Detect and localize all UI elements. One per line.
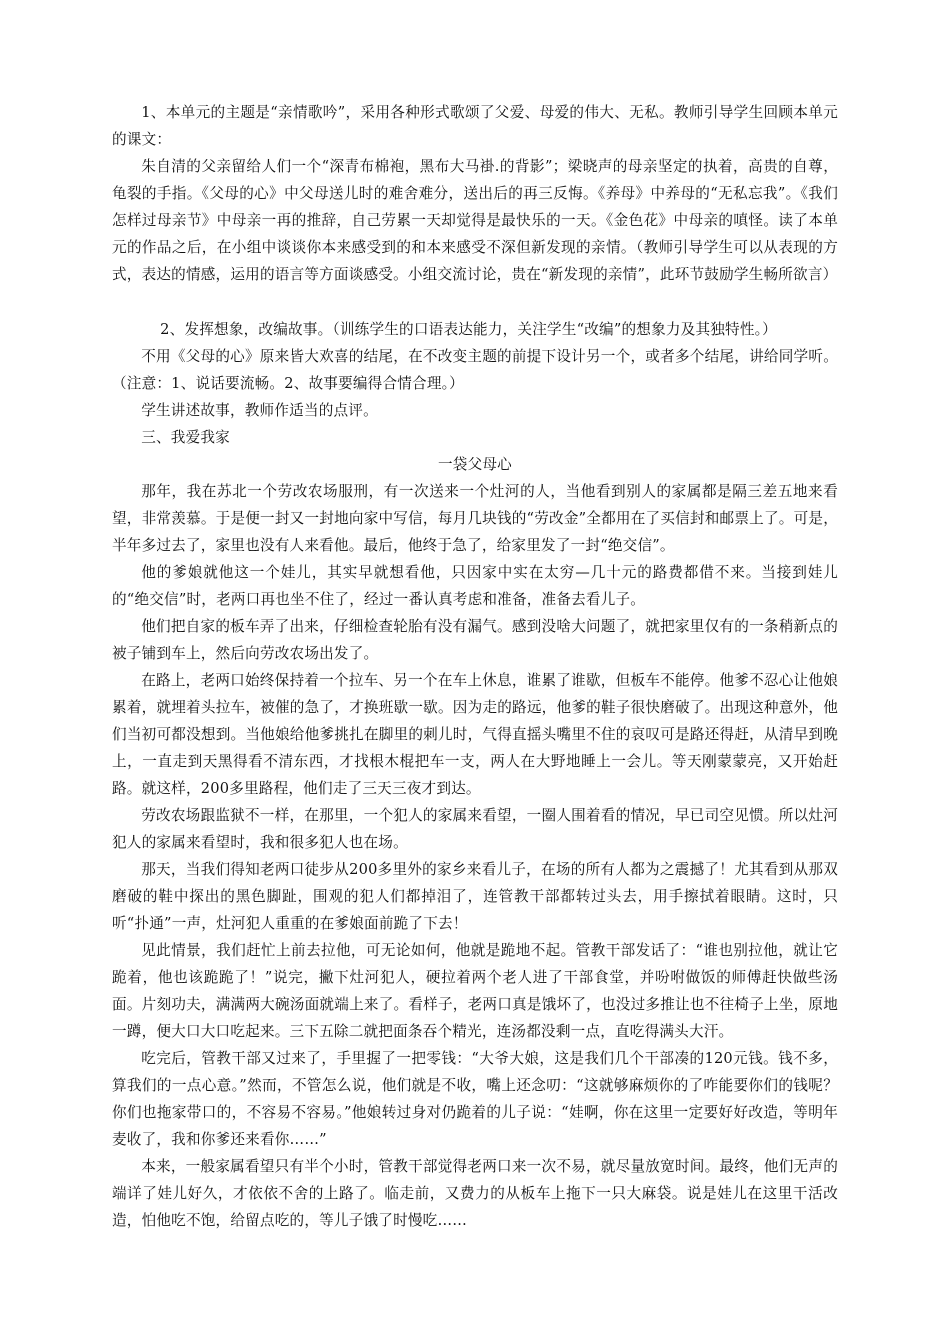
story-paragraph-1: 那年，我在苏北一个劳改农场服刑，有一次送来一个灶河的人，当他看到别人的家属都是隔三差五地来看望，非常羡慕。于是便一封又一封地向家中写信，每月几块钱的“劳改金”全都用在了买信封和邮票上了。可是，半年多过去了，家里也没有人来看他。最后，他终于急了，给家里发了一封“绝交信”。 (112, 483, 838, 554)
paragraph-student-story: 学生讲述故事，教师作适当的点评。 (141, 402, 378, 419)
paragraph-gap (112, 288, 838, 316)
paragraph-lesson-review: 朱自清的父亲留给人们一个“深青布棉袍，黑布大马褂.的背影”；梁晓声的母亲坚定的执着，高贵的自尊，龟裂的手指。《父母的心》中父母送儿时的难舍难分，送出后的再三反悔。《养母》中养母的“无私忘我”。《我们怎样过母亲节》中母亲一再的推辞，自己劳累一天却觉得是最快乐的一天。《金色花》中母亲的嗔怪。读了本单元的作品之后，在小组中谈谈你本来感受到的和本来感受不深但新发现的亲情。（教师引导学生可以从表现的方式，表达的情感，运用的语言等方面谈感受。小组交流讨论，贵在“新发现的亲情”，此环节鼓励学生畅所欲言） (112, 158, 838, 283)
story-paragraph-5: 劳改农场跟监狱不一样，在那里，一个犯人的家属来看望，一圈人围着看的情况，早已司空见惯。所以灶河犯人的家属来看望时，我和很多犯人也在场。 (112, 807, 838, 851)
story-paragraph-8: 吃完后，管教干部又过来了，手里握了一把零钱：“大爷大娘，这是我们几个干部凑的120元钱。钱不多，算我们的一点心意。”然而，不管怎么说，他们就是不收，嘴上还念叨：“这就够麻烦你的了咋能要你们的钱呢？你们也拖家带口的，不容易不容易。”他娘转过身对仍跪着的儿子说：“娃啊，你在这里一定要好好改造，等明年麦收了，我和你爹还来看你……” (112, 1050, 838, 1148)
paragraph-rewrite-story: 2、发挥想象，改编故事。（训练学生的口语表达能力，关注学生“改编”的想象力及其独特性。） (160, 321, 777, 338)
story-paragraph-2: 他的爹娘就他这一个娃儿，其实早就想看他，只因家中实在太穷—几十元的路费都借不来。当接到娃儿的“绝交信”时，老两口再也坐不住了，经过一番认真考虑和准备，准备去看儿子。 (112, 564, 838, 608)
story-paragraph-9: 本来，一般家属看望只有半个小时，管教干部觉得老两口来一次不易，就尽量放宽时间。最终，他们无声的端详了娃儿好久，才依依不舍的上路了。临走前，又费力的从板车上拖下一只大麻袋。说是娃儿在这里干活改造，怕他吃不饱，给留点吃的，等儿子饿了时慢吃…… (112, 1158, 838, 1229)
paragraph-unit-theme: 1、本单元的主题是“亲情歌吟”，采用各种形式歌颂了父爱、母爱的伟大、无私。教师引导学生回顾本单元的课文： (112, 104, 838, 148)
section-heading-i-love-my-home: 三、我爱我家 (141, 429, 230, 446)
paragraph-rewrite-task: 不用《父母的心》原来皆大欢喜的结尾，在不改变主题的前提下设计另一个，或者多个结尾，讲给同学听。（注意：1、说话要流畅。2、故事要编得合情合理。） (112, 348, 838, 392)
story-paragraph-7: 见此情景，我们赶忙上前去拉他，可无论如何，他就是跪地不起。管教干部发话了：“谁也别拉他，就让它跪着，他也该跪跪了！”说完，撇下灶河犯人，硬拉着两个老人进了干部食堂，并吩咐做饭的师傅赶快做些汤面。片刻功夫，满满两大碗汤面就端上来了。看样子，老两口真是饿坏了，也没过多推让也不往椅子上坐，原地一蹲，便大口大口吃起来。三下五除二就把面条吞个精光，连汤都没剩一点，直吃得满头大汗。 (112, 942, 838, 1040)
story-paragraph-4: 在路上，老两口始终保持着一个拉车、另一个在车上休息，谁累了谁歇，但板车不能停。他爹不忍心让他娘累着，就埋着头拉车，被催的急了，才换班歇一歇。因为走的路远，他爹的鞋子很快磨破了。出现这种意外，他们当初可都没想到。当他娘给他爹挑扎在脚里的刺儿时，气得直摇头嘴里不住的哀叹可是路还得赶，从清早到晚上，一直走到天黑得看不清东西，才找根木棍把车一支，两人在大野地睡上一会儿。等天刚蒙蒙亮，又开始赶路。就这样，200多里路程，他们走了三天三夜才到达。 (112, 672, 838, 797)
story-title: 一袋父母心 (438, 456, 512, 473)
story-paragraph-6: 那天，当我们得知老两口徒步从200多里外的家乡来看儿子，在场的所有人都为之震撼了！尤其看到从那双磨破的鞋中探出的黑色脚趾，围观的犯人们都掉泪了，连管教干部都转过头去，用手擦拭着眼睛。这时，只听“扑通”一声，灶河犯人重重的在爹娘面前跪了下去！ (112, 861, 838, 932)
story-paragraph-3: 他们把自家的板车弄了出来，仔细检查轮胎有没有漏气。感到没啥大问题了，就把家里仅有的一条稍新点的被子铺到车上，然后向劳改农场出发了。 (112, 618, 838, 662)
